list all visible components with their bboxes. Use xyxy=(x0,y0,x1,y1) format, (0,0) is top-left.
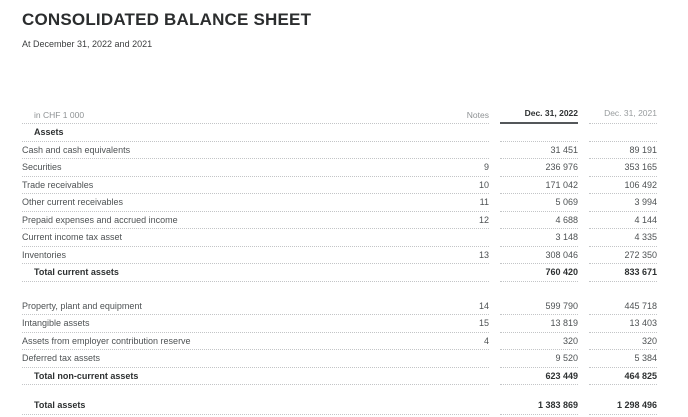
table-row xyxy=(22,368,657,386)
row-notes: 4 xyxy=(483,335,489,346)
row-notes: 14 xyxy=(478,300,489,311)
table-row xyxy=(22,397,657,415)
row-value-2022: 3 148 xyxy=(500,229,578,247)
row-label: Deferred tax assets xyxy=(22,353,101,363)
table-row xyxy=(22,159,657,177)
row-value-2021: 833 671 xyxy=(589,264,657,282)
table-row xyxy=(22,298,657,316)
row-label: Assets from employer contribution reserve xyxy=(22,335,191,346)
row-value-2021: 3 994 xyxy=(589,194,657,212)
table-row xyxy=(22,124,657,142)
row-label: Cash and cash equivalents xyxy=(22,144,131,155)
row-value-2021: 4 144 xyxy=(589,212,657,230)
row-value-2021: 13 403 xyxy=(589,315,657,333)
table-body xyxy=(22,124,657,415)
table-row xyxy=(22,177,657,195)
row-value-2022: 171 042 xyxy=(500,177,578,195)
row-label: Total assets xyxy=(34,400,86,410)
row-label: Trade receivables xyxy=(22,179,94,190)
table-row xyxy=(22,333,657,351)
table-row xyxy=(22,212,657,230)
row-value-2022: 4 688 xyxy=(500,212,578,230)
row-value-2022: 31 451 xyxy=(500,142,578,160)
row-notes: 12 xyxy=(478,214,489,225)
row-value-2021: 89 191 xyxy=(589,142,657,160)
row-value-2022: 1 383 869 xyxy=(500,397,578,415)
page-title: CONSOLIDATED BALANCE SHEET xyxy=(22,10,312,29)
row-value-2022: 5 069 xyxy=(500,194,578,212)
column-header-notes: Notes xyxy=(466,109,489,120)
row-value-2022: 13 819 xyxy=(500,315,578,333)
table-row xyxy=(22,194,657,212)
row-label: Inventories xyxy=(22,249,67,260)
table-header-row xyxy=(22,105,657,124)
row-label: Prepaid expenses and accrued income xyxy=(22,214,178,225)
row-value-2021 xyxy=(589,124,657,142)
row-notes: 10 xyxy=(478,179,489,190)
table-row xyxy=(22,350,657,368)
row-value-2022: 760 420 xyxy=(500,264,578,282)
row-label: Other current receivables xyxy=(22,197,124,207)
row-value-2021: 353 165 xyxy=(589,159,657,177)
row-value-2022: 320 xyxy=(500,333,578,351)
table-row xyxy=(22,315,657,333)
unit-label: in CHF 1 000 xyxy=(34,109,85,120)
table-row xyxy=(22,229,657,247)
row-value-2022: 308 046 xyxy=(500,247,578,265)
row-notes: 9 xyxy=(483,162,489,172)
row-label: Total current assets xyxy=(34,267,119,277)
row-value-2021: 445 718 xyxy=(589,298,657,316)
row-value-2022: 623 449 xyxy=(500,368,578,386)
row-value-2021: 1 298 496 xyxy=(589,397,657,415)
row-label: Current income tax asset xyxy=(22,232,123,242)
row-label: Intangible assets xyxy=(22,318,90,328)
row-notes: 15 xyxy=(478,318,489,328)
column-header-2021: Dec. 31, 2021 xyxy=(589,105,657,124)
row-value-2021: 4 335 xyxy=(589,229,657,247)
row-value-2021: 464 825 xyxy=(589,368,657,386)
row-label: Property, plant and equipment xyxy=(22,300,142,311)
table-row xyxy=(22,142,657,160)
column-header-2022: Dec. 31, 2022 xyxy=(500,105,578,124)
row-value-2022: 9 520 xyxy=(500,350,578,368)
row-value-2021: 5 384 xyxy=(589,350,657,368)
row-label: Assets xyxy=(34,127,64,137)
row-value-2021: 320 xyxy=(589,333,657,351)
table-row xyxy=(22,264,657,282)
row-value-2022: 599 790 xyxy=(500,298,578,316)
row-label: Securities xyxy=(22,162,62,172)
section-gap xyxy=(22,282,657,298)
table-row xyxy=(22,247,657,265)
balance-sheet-table xyxy=(22,105,657,415)
row-notes: 11 xyxy=(479,197,489,207)
section-gap xyxy=(22,385,657,397)
row-value-2021: 272 350 xyxy=(589,247,657,265)
row-value-2021: 106 492 xyxy=(589,177,657,195)
row-label: Total non-current assets xyxy=(34,370,139,381)
page-subtitle: At December 31, 2022 and 2021 xyxy=(22,39,153,49)
row-value-2022 xyxy=(500,124,578,142)
row-notes: 13 xyxy=(478,249,489,260)
row-value-2022: 236 976 xyxy=(500,159,578,177)
